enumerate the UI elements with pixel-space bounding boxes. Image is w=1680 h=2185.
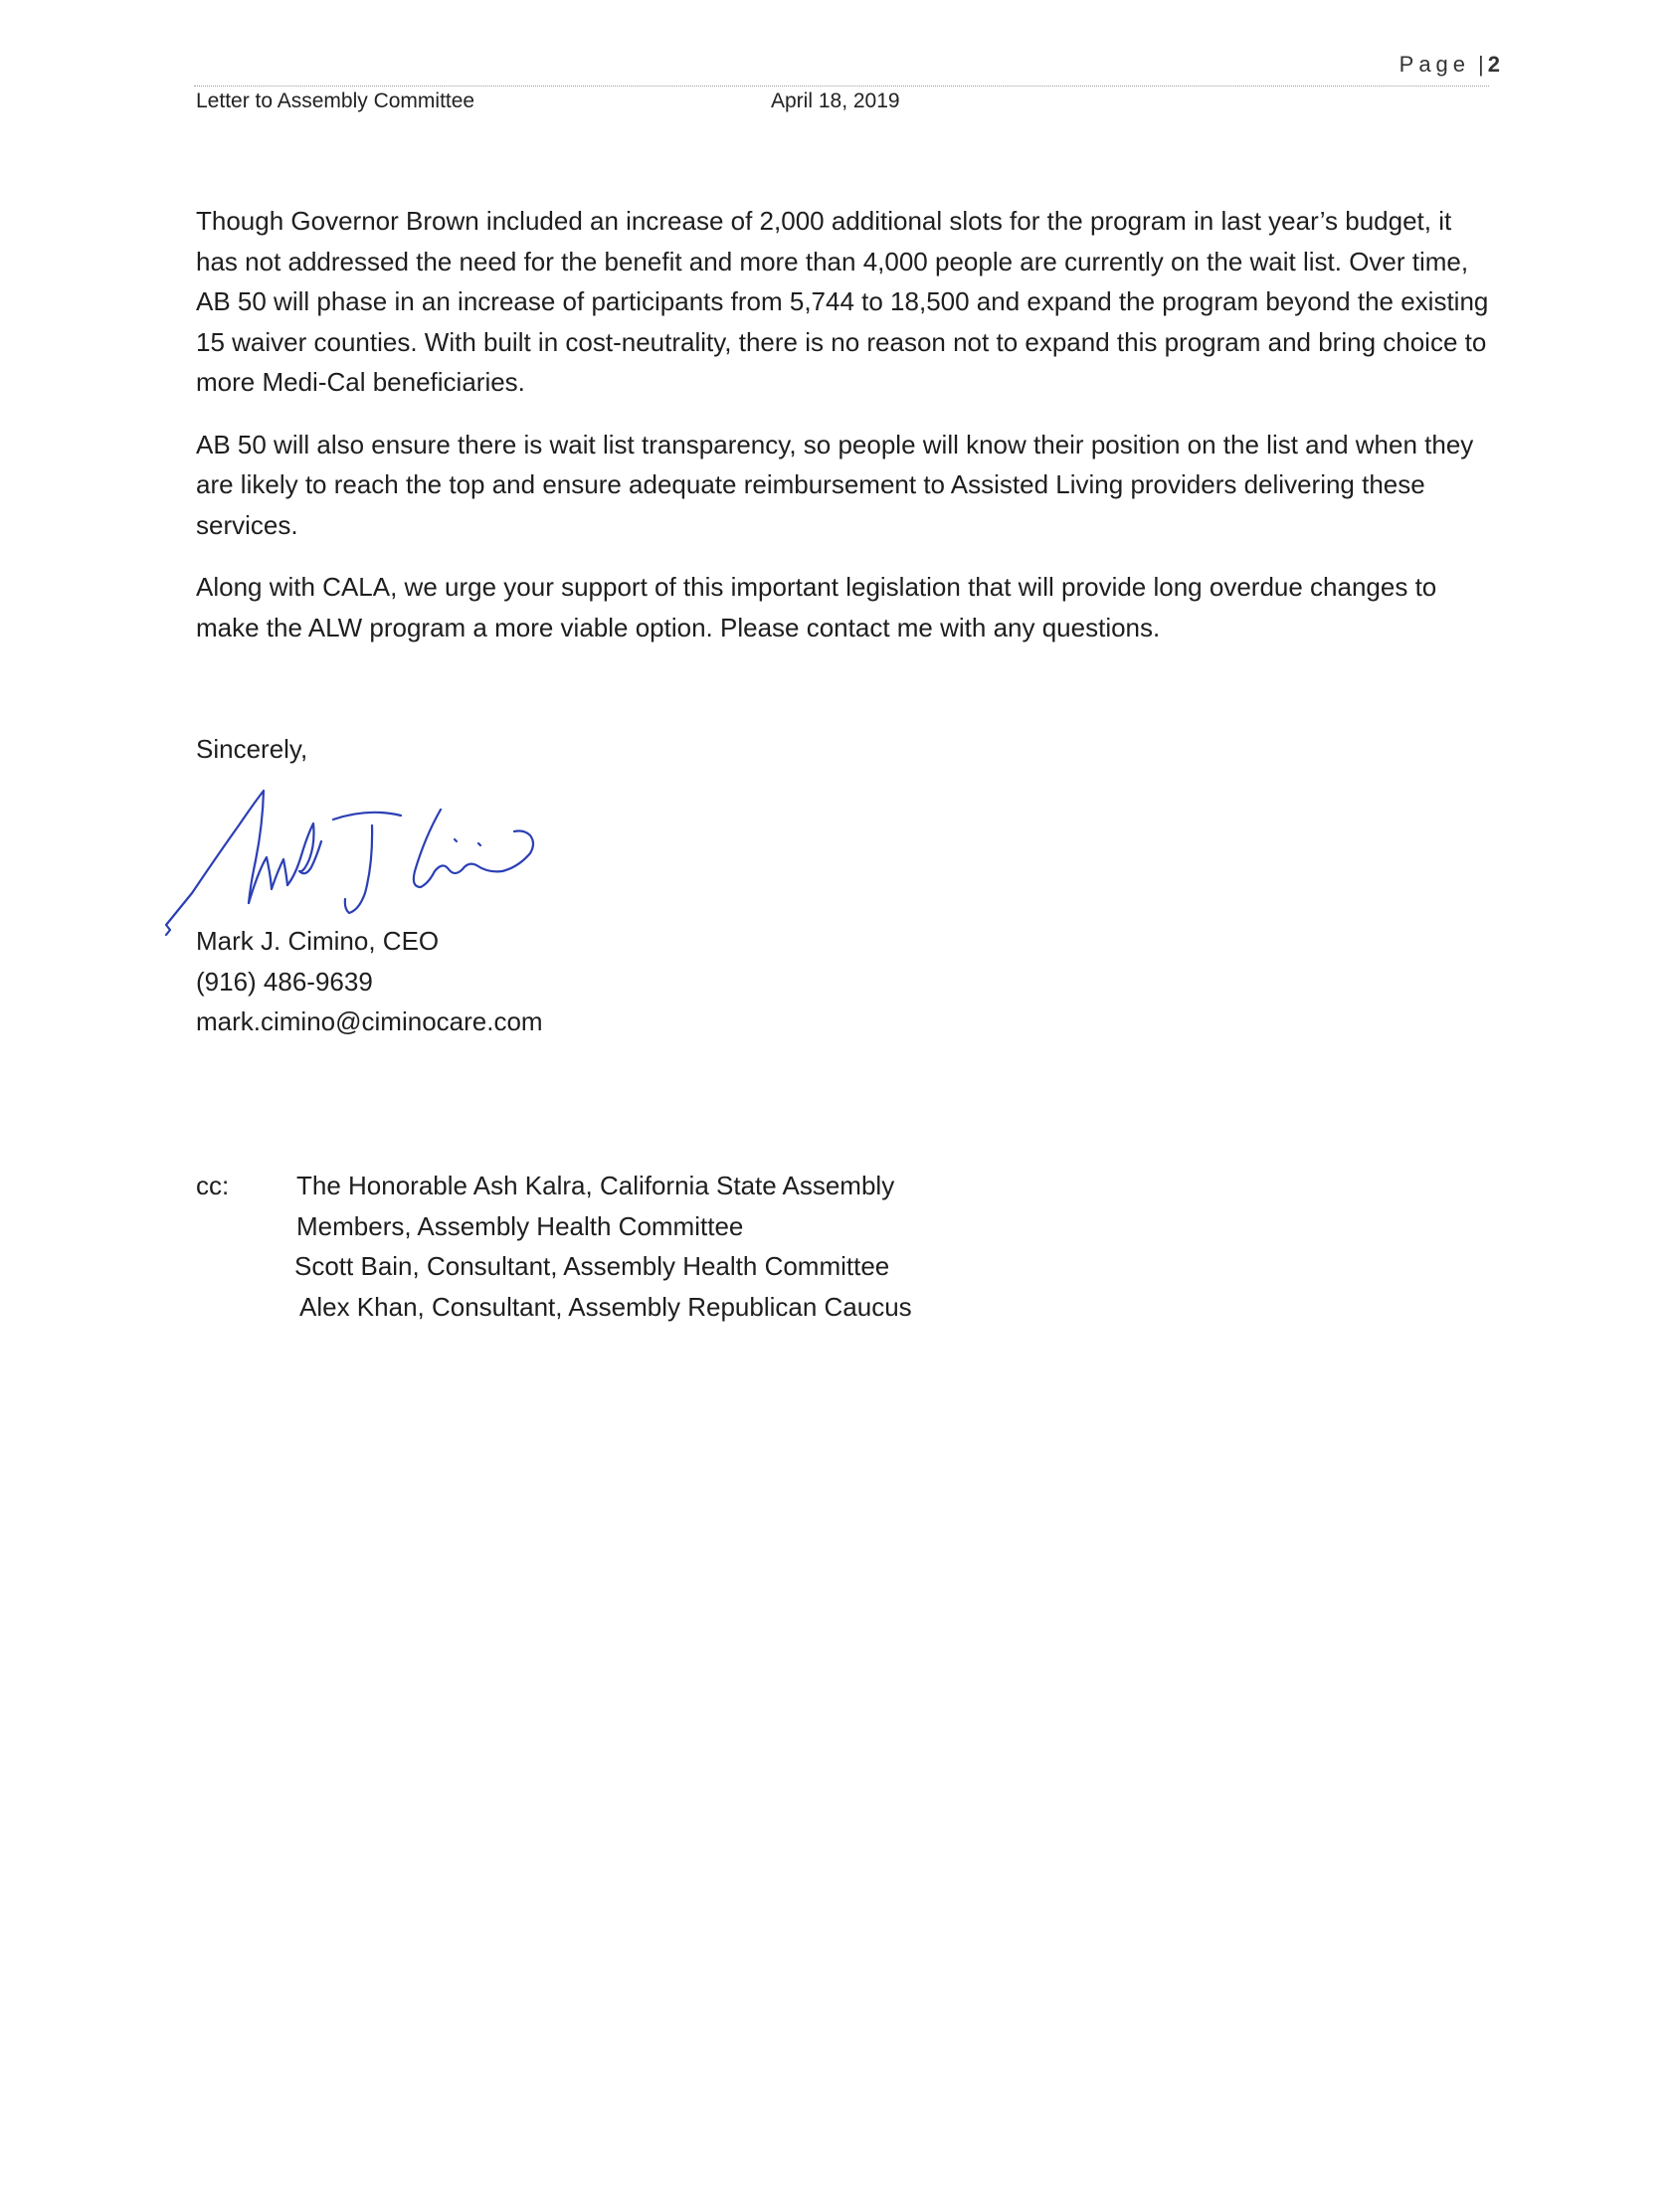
closing-salutation: Sincerely, bbox=[196, 734, 308, 764]
page-number bbox=[1400, 52, 1500, 78]
body-paragraph-1: Though Governor Brown included an increase of 2,000 additional slots for the program in last year’s budget, it has not addressed the need for the benefit and more than 4,000 people are currently on the wait list. Over time, AB 50 will phase in an increase of participants from 5,744 to 18,500 and expand the program beyond the existing 15 waiver counties. With built in cost-neutrality, there is no reason not to expand this program and bring choice to more Medi-Cal beneficiaries. bbox=[196, 206, 1489, 397]
header-rule bbox=[194, 86, 1489, 87]
body-paragraph-2: AB 50 will also ensure there is wait list transparency, so people will know their position on the list and when they are likely to reach the top and ensure adequate reimbursement to Assisted Living providers delivering these services. bbox=[196, 429, 1474, 540]
cc-recipient: The Honorable Ash Kalra, California State Assembly bbox=[296, 1171, 895, 1200]
header-title: Letter to Assembly Committee bbox=[196, 90, 475, 112]
signer-name-title: Mark J. Cimino, CEO bbox=[196, 926, 440, 956]
page-label: Page bbox=[1399, 52, 1471, 77]
page-number-value: 2 bbox=[1487, 52, 1500, 77]
signer-phone: (916) 486-9639 bbox=[196, 966, 373, 997]
cc-recipient: Scott Bain, Consultant, Assembly Health Committee bbox=[294, 1251, 890, 1281]
cc-label: cc: bbox=[196, 1171, 230, 1200]
body-paragraph-3: Along with CALA, we urge your support of this important legislation that will provide long overdue changes to make the ALW program a more viable option. Please contact me with any questions. bbox=[196, 572, 1437, 642]
signature-block bbox=[196, 921, 543, 1042]
cc-list bbox=[296, 1166, 912, 1327]
signer-email: mark.cimino@ciminocare.com bbox=[196, 1006, 543, 1036]
page-separator: | bbox=[1478, 52, 1484, 77]
letter-body bbox=[196, 201, 1489, 669]
header-date: April 18, 2019 bbox=[771, 90, 900, 112]
cc-recipient: Members, Assembly Health Committee bbox=[296, 1210, 744, 1241]
cc-recipient: Alex Khan, Consultant, Assembly Republican Caucus bbox=[299, 1291, 912, 1322]
